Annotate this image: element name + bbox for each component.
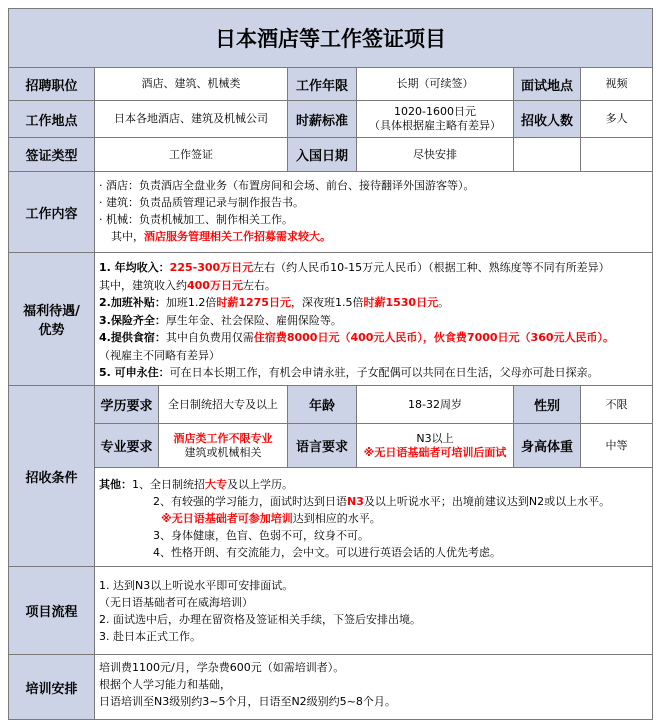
major-related: 建筑或机械相关 bbox=[184, 445, 262, 459]
language-level: N3以上 bbox=[416, 431, 454, 445]
hourly-wage-range: 1020-1600日元 bbox=[394, 105, 476, 118]
work-content-construction: · 建筑：负责品质管理记录与制作报告书。 bbox=[99, 196, 304, 209]
requirements-label: 招收条件 bbox=[8, 385, 95, 567]
language-value bbox=[356, 423, 514, 468]
height-weight-label: 身高体重 bbox=[513, 423, 581, 468]
entry-date-value: 尽快安排 bbox=[356, 137, 514, 172]
benefits-label-line1: 福利待遇/ bbox=[23, 304, 80, 319]
benefits-label-line2: 优势 bbox=[38, 323, 65, 338]
work-location-value: 日本各地酒店、建筑及机械公司 bbox=[94, 100, 288, 138]
age-value: 18-32周岁 bbox=[356, 385, 514, 424]
process-label: 项目流程 bbox=[8, 566, 95, 655]
interview-location-label: 面试地点 bbox=[513, 67, 581, 101]
other-req-2-note: ※无日语基础者可参加培训达到相应的水平。 bbox=[161, 512, 381, 525]
major-highlight: 酒店类工作不限专业 bbox=[173, 431, 273, 445]
work-years-label: 工作年限 bbox=[287, 67, 357, 101]
hourly-wage-note: （具体根据雇主略有差异） bbox=[369, 119, 501, 132]
recruit-position-label: 招聘职位 bbox=[8, 67, 95, 101]
process-step-1-note: （无日语基础者可在威海培训） bbox=[99, 596, 253, 609]
training-label: 培训安排 bbox=[8, 654, 95, 720]
work-content-hotel: · 酒店：负责酒店全盘业务（布置房间和会场、前台、接待翻译外国游客等）。 bbox=[99, 179, 475, 192]
benefit-income: 1. 年均收入：225-300万日元左右（约人民币10-15万元人民币）（根据工种、熟练度等不同有所差异） bbox=[99, 261, 610, 274]
other-req-2: 2、有较强的学习能力，面试时达到日语N3及以上听说水平；出境前建议达到N2或以上水平。 bbox=[153, 495, 611, 508]
benefits-block bbox=[94, 252, 653, 386]
major-value bbox=[158, 423, 288, 468]
benefit-overtime: 2.加班补贴：加班1.2倍时薪1275日元，深夜班1.5倍时薪1530日元。 bbox=[99, 296, 450, 309]
age-label: 年龄 bbox=[287, 385, 357, 424]
work-content-machinery: · 机械：负责机械加工、制作相关工作。 bbox=[99, 213, 293, 226]
training-basis: 根据个人学习能力和基础， bbox=[99, 678, 231, 691]
education-value: 全日制统招大专及以上 bbox=[158, 385, 288, 424]
work-location-label: 工作地点 bbox=[8, 100, 95, 138]
visa-type-value: 工作签证 bbox=[94, 137, 288, 172]
interview-location-value: 视频 bbox=[580, 67, 653, 101]
work-content-note: 其中，酒店服务管理相关工作招募需求较大。 bbox=[111, 230, 331, 243]
gender-value: 不限 bbox=[580, 385, 653, 424]
other-req-1: 其他：1、全日制统招大专及以上学历。 bbox=[99, 478, 293, 491]
process-step-2: 2. 面试选中后，办理在留资格及签证相关手续，下签后安排出境。 bbox=[99, 613, 421, 626]
other-req-3: 3、身体健康，色盲、色弱不可，纹身不可。 bbox=[153, 529, 369, 542]
other-req-4: 4、性格开朗、有交流能力，会中文。可以进行英语会话的人优先考虑。 bbox=[153, 546, 501, 559]
education-label: 学历要求 bbox=[94, 385, 159, 424]
headcount-label: 招收人数 bbox=[513, 100, 581, 138]
gender-label: 性别 bbox=[513, 385, 581, 424]
entry-date-label: 入国日期 bbox=[287, 137, 357, 172]
work-content-highlight: 酒店服务管理相关工作招募需求较大。 bbox=[144, 230, 331, 243]
empty-cell bbox=[513, 137, 581, 172]
language-note: ※无日语基础者可培训后面试 bbox=[363, 445, 507, 459]
empty-cell bbox=[580, 137, 653, 172]
benefit-room-board-note: （视雇主不同略有差异） bbox=[99, 348, 220, 362]
visa-type-label: 签证类型 bbox=[8, 137, 95, 172]
training-block bbox=[94, 654, 653, 720]
recruit-position-value: 酒店、建筑、机械类 bbox=[94, 67, 288, 101]
benefits-label bbox=[8, 252, 95, 386]
page-title: 日本酒店等工作签证项目 bbox=[8, 8, 653, 68]
benefit-insurance: 3.保险齐全：厚生年金、社会保险、雇佣保险等。 bbox=[99, 313, 342, 327]
process-step-1: 1. 达到N3以上听说水平即可安排面试。 bbox=[99, 579, 294, 592]
major-label: 专业要求 bbox=[94, 423, 159, 468]
training-fee: 培训费1100元/月，学杂费600元（如需培训者）。 bbox=[99, 661, 345, 674]
language-label: 语言要求 bbox=[287, 423, 357, 468]
other-requirements-block bbox=[94, 467, 653, 567]
benefit-construction-income: 其中，建筑收入约400万日元左右。 bbox=[99, 278, 276, 292]
work-content-block bbox=[94, 171, 653, 253]
work-content-label: 工作内容 bbox=[8, 171, 95, 253]
benefit-room-board: 4.提供食宿：其中自负费用仅需住宿费8000日元（400元人民币），伙食费7000日元（360元人民币）。 bbox=[99, 331, 614, 344]
hourly-wage-label: 时薪标准 bbox=[287, 100, 357, 138]
benefit-permanent-residence: 5. 可申永住：可在日本长期工作，有机会申请永驻，子女配偶可以共同在日生活，父母亦可赴日探亲。 bbox=[99, 366, 599, 379]
work-years-value: 长期（可续签） bbox=[356, 67, 514, 101]
headcount-value: 多人 bbox=[580, 100, 653, 138]
hourly-wage-value bbox=[356, 100, 514, 138]
training-duration: 日语培训至N3级别约3~5个月，日语至N2级别约5~8个月。 bbox=[99, 695, 396, 708]
height-weight-value: 中等 bbox=[580, 423, 653, 468]
process-step-3: 3. 赴日本正式工作。 bbox=[99, 630, 201, 643]
process-block bbox=[94, 566, 653, 655]
